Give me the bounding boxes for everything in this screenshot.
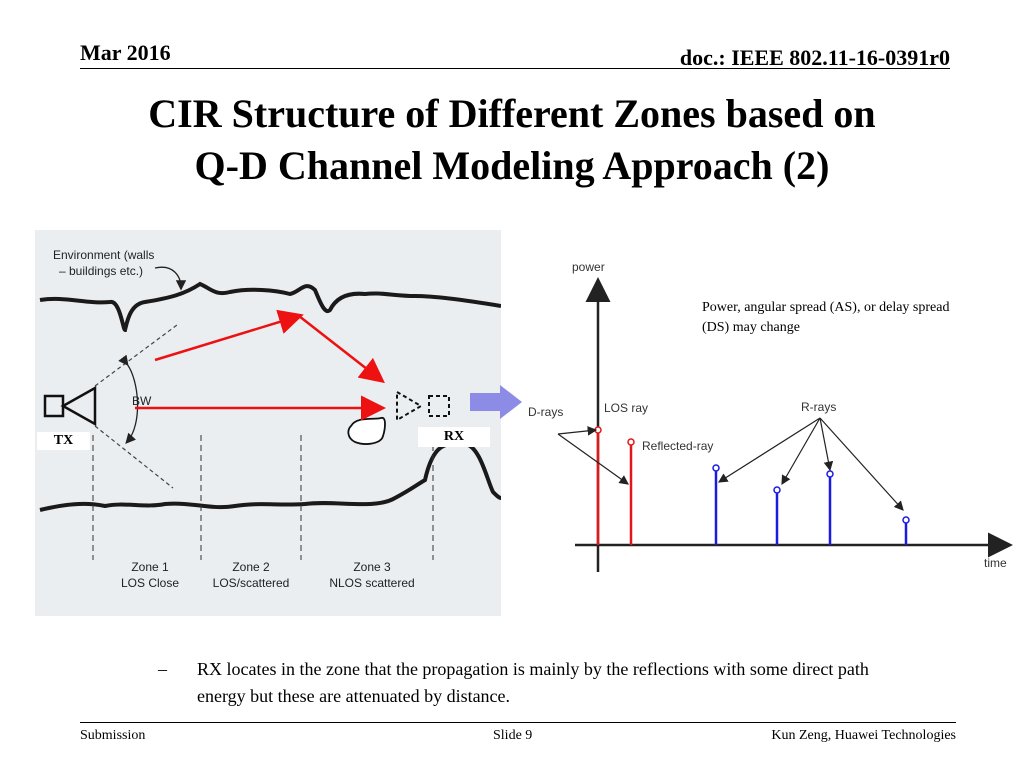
r-rays-pointer-4	[820, 418, 903, 510]
reflected-ray-label: Reflected-ray	[642, 439, 714, 453]
bullet-dash: –	[158, 659, 167, 679]
zone-2-desc: LOS/scattered	[212, 576, 290, 590]
header-doc-id: doc.: IEEE 802.11-16-0391r0	[679, 45, 950, 70]
environment-pointer	[155, 267, 181, 288]
r-ray-4	[903, 517, 909, 545]
tx-label: TX	[37, 432, 90, 450]
r-rays-pointer-2	[782, 418, 820, 484]
rx-antenna-icon	[397, 392, 449, 420]
los-ray	[595, 427, 601, 545]
footer-divider	[80, 722, 956, 723]
zone-3-name: Zone 3	[353, 560, 391, 574]
ray-reflected	[299, 316, 381, 380]
tx-antenna-icon	[45, 388, 95, 424]
right-arrow-icon	[470, 385, 522, 419]
zone-3-desc: NLOS scattered	[329, 576, 415, 590]
footer-author: Kun Zeng, Huawei Technologies	[771, 728, 956, 743]
environment-label-2: – buildings etc.)	[59, 264, 144, 278]
d-rays-pointer-2	[558, 434, 628, 484]
x-axis-label: time	[984, 556, 1007, 570]
zone-1-desc: LOS Close	[120, 576, 180, 590]
bullet-text: RX locates in the zone that the propagation is mainly by the reflections with some direct path energy but these are attenuated by distance.	[197, 659, 869, 706]
header-date: Mar 2016	[80, 40, 171, 65]
zone-1-name: Zone 1	[131, 560, 169, 574]
environment-label-1: Environment (walls	[53, 248, 155, 262]
cir-annotation: Power, angular spread (AS), or delay spread (DS) may change	[702, 300, 950, 335]
ray-to-wall	[155, 316, 299, 360]
r-rays-pointer-3	[820, 418, 830, 470]
r-ray-1	[713, 465, 719, 545]
environment-figure	[35, 230, 501, 616]
slide-title-line-2: Q-D Channel Modeling Approach (2)	[194, 143, 830, 188]
reflected-ray	[628, 439, 634, 545]
footer-slide-number: Slide 9	[493, 728, 533, 743]
r-rays-label: R-rays	[801, 400, 837, 414]
slide-title	[0, 88, 1024, 192]
y-axis-label: power	[572, 260, 605, 274]
r-rays-pointer-1	[719, 418, 820, 482]
rx-label: RX	[418, 427, 490, 447]
r-ray-2	[774, 487, 780, 545]
footer-submission: Submission	[80, 728, 146, 743]
top-wall	[40, 284, 501, 330]
d-rays-label: D-rays	[528, 405, 564, 419]
environment-diagram	[35, 230, 501, 616]
beam-edge-upper	[95, 325, 177, 386]
d-rays-pointer-1	[558, 430, 596, 434]
beam-edge-lower	[95, 426, 173, 488]
slide-title-line-1: CIR Structure of Different Zones based on	[148, 91, 876, 136]
obstacle-shape	[348, 418, 385, 444]
r-ray-3	[827, 471, 833, 545]
beam-width-label: BW	[132, 394, 152, 408]
zone-2-name: Zone 2	[232, 560, 270, 574]
los-ray-label: LOS ray	[604, 401, 649, 415]
header-divider	[80, 68, 950, 69]
bottom-wall	[40, 443, 501, 510]
